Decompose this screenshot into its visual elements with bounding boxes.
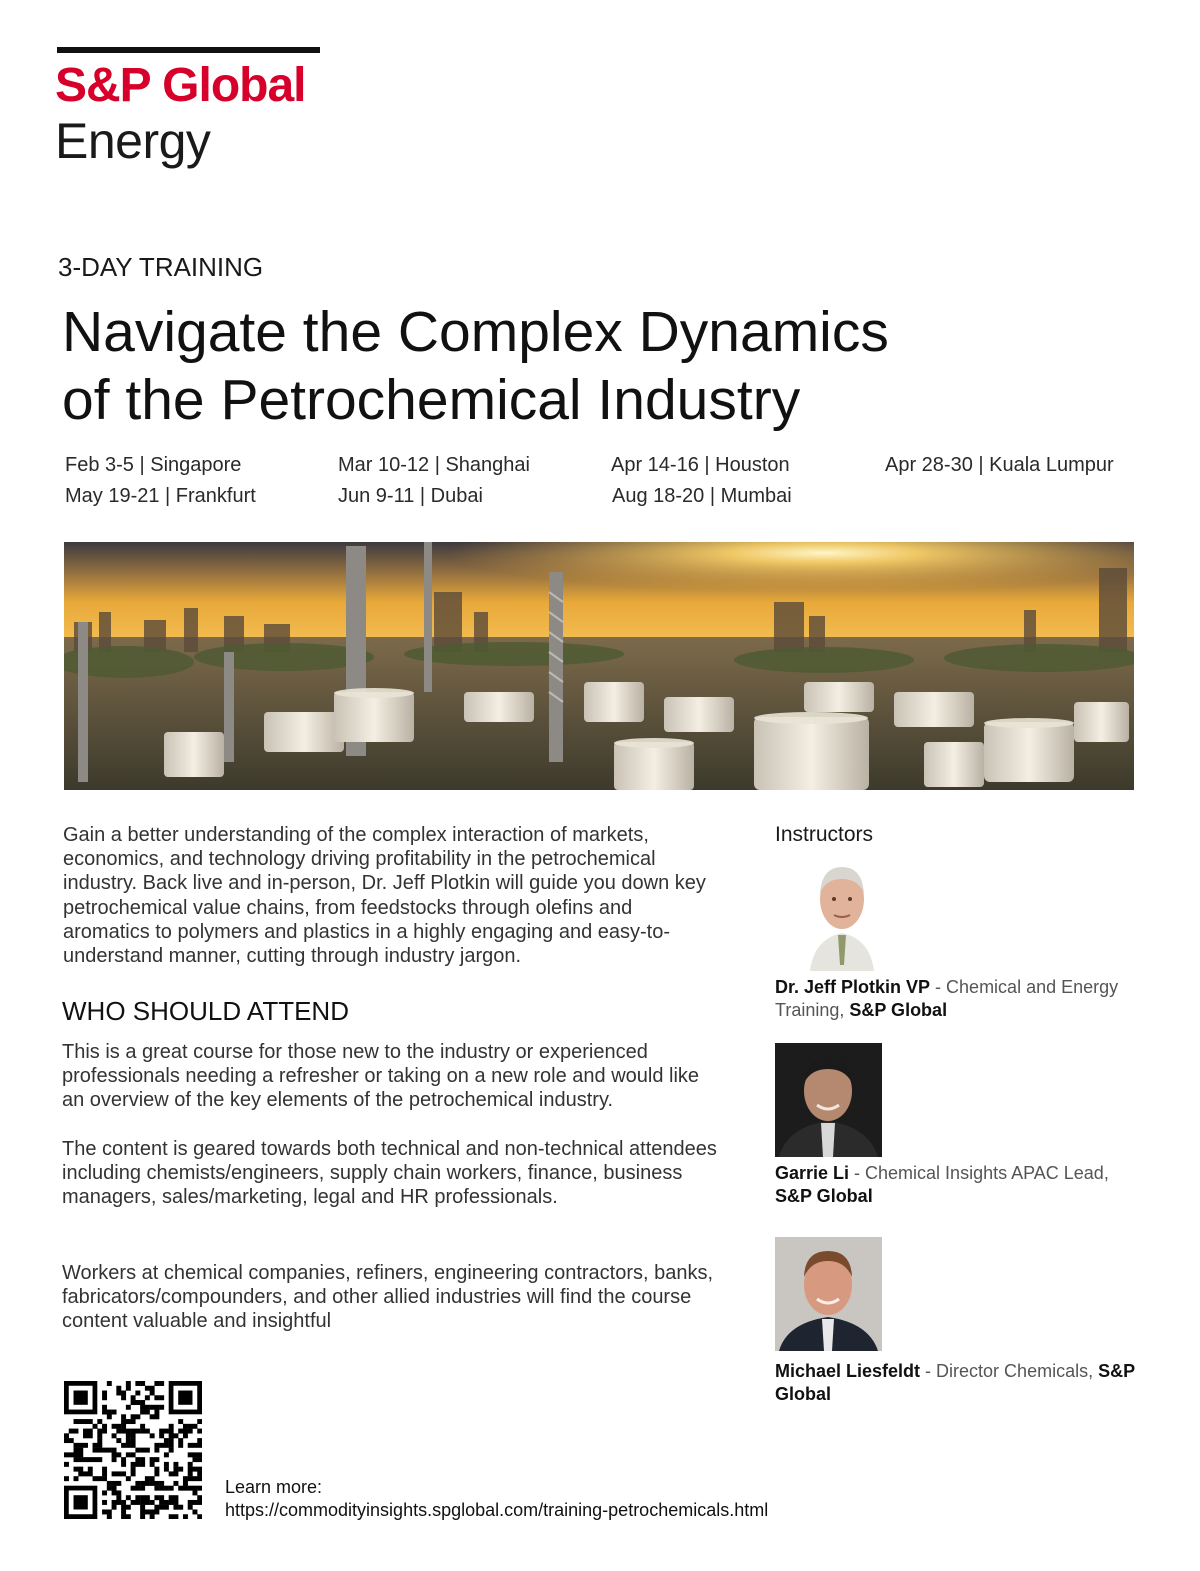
instructor-role: - Chemical Insights APAC Lead, (849, 1163, 1109, 1183)
instructor-name: Dr. Jeff Plotkin VP (775, 977, 931, 997)
qr-code[interactable] (64, 1381, 202, 1519)
instructor-name: Garrie Li (775, 1163, 850, 1183)
page-title (62, 298, 1062, 434)
session-item: Feb 3-5 | Singapore (65, 454, 242, 476)
attend-paragraph: Workers at chemical companies, refiners, engineering contractors, banks, fabricators/compounders, and other allied industries will find the course content valuable and insightful (62, 1262, 714, 1333)
instructor-org: S&P Global (849, 1000, 948, 1020)
learn-more-url[interactable]: https://commodityinsights.spglobal.com/training-petrochemicals.html (225, 1500, 769, 1520)
brand-division: Energy (55, 113, 211, 169)
instructors-heading: Instructors (775, 823, 874, 846)
session-item: Apr 14-16 | Houston (611, 454, 790, 476)
instructor-photo (775, 1043, 882, 1157)
instructor-org: S&P Global (775, 1361, 1135, 1404)
session-item: Apr 28-30 | Kuala Lumpur (885, 454, 1114, 476)
session-item: Jun 9-11 | Dubai (338, 485, 483, 507)
learn-more-label: Learn more: (225, 1477, 323, 1497)
training-kicker: 3-DAY TRAINING (58, 252, 264, 282)
refinery-hero-image (64, 542, 1134, 790)
qr-code-graphic (64, 1381, 202, 1519)
session-item: Aug 18-20 | Mumbai (612, 485, 792, 507)
refinery-illustration (64, 542, 1134, 790)
instructor-role: - Director Chemicals, (920, 1361, 1099, 1381)
logo-rule (57, 47, 320, 53)
session-item: May 19-21 | Frankfurt (65, 485, 256, 507)
instructor-caption (775, 1162, 1135, 1208)
title-line-1: Navigate the Complex Dynamics (62, 300, 889, 364)
instructor-org: S&P Global (775, 1186, 873, 1206)
who-should-attend-heading: WHO SHOULD ATTEND (62, 996, 349, 1026)
brand-logo: S&P Global (55, 59, 306, 112)
title-line-2: of the Petrochemical Industry (62, 368, 801, 432)
learn-more-block (225, 1476, 768, 1522)
session-list (65, 452, 1145, 522)
session-item: Mar 10-12 | Shanghai (338, 454, 530, 476)
intro-paragraph: Gain a better understanding of the complex interaction of markets, economics, and technology driving profitability in the petrochemical industry. Back live and in-person, Dr. Jeff Plotkin will guide you down key petrochemical value chains, from feedstocks through olefins and aromatics to polymers and plastics in a highly engaging and easy-to-understand manner, cutting through industry jargon. (63, 824, 706, 968)
attend-paragraph: This is a great course for those new to the industry or experienced professionals needing a refresher or taking on a new role and would like an overview of the key elements of the petrochemical industry. (62, 1041, 700, 1112)
instructor-caption (775, 1360, 1135, 1406)
instructor-caption (775, 976, 1135, 1022)
instructor-role: - Chemical and Energy Training, (775, 977, 1119, 1020)
instructor-photo (800, 853, 884, 971)
instructor-name: Michael Liesfeldt (775, 1361, 921, 1381)
instructor-photo (775, 1237, 882, 1351)
attend-paragraph: The content is geared towards both technical and non-technical attendees including chemists/engineers, supply chain workers, finance, business managers, sales/marketing, legal and HR professionals. (62, 1138, 717, 1209)
